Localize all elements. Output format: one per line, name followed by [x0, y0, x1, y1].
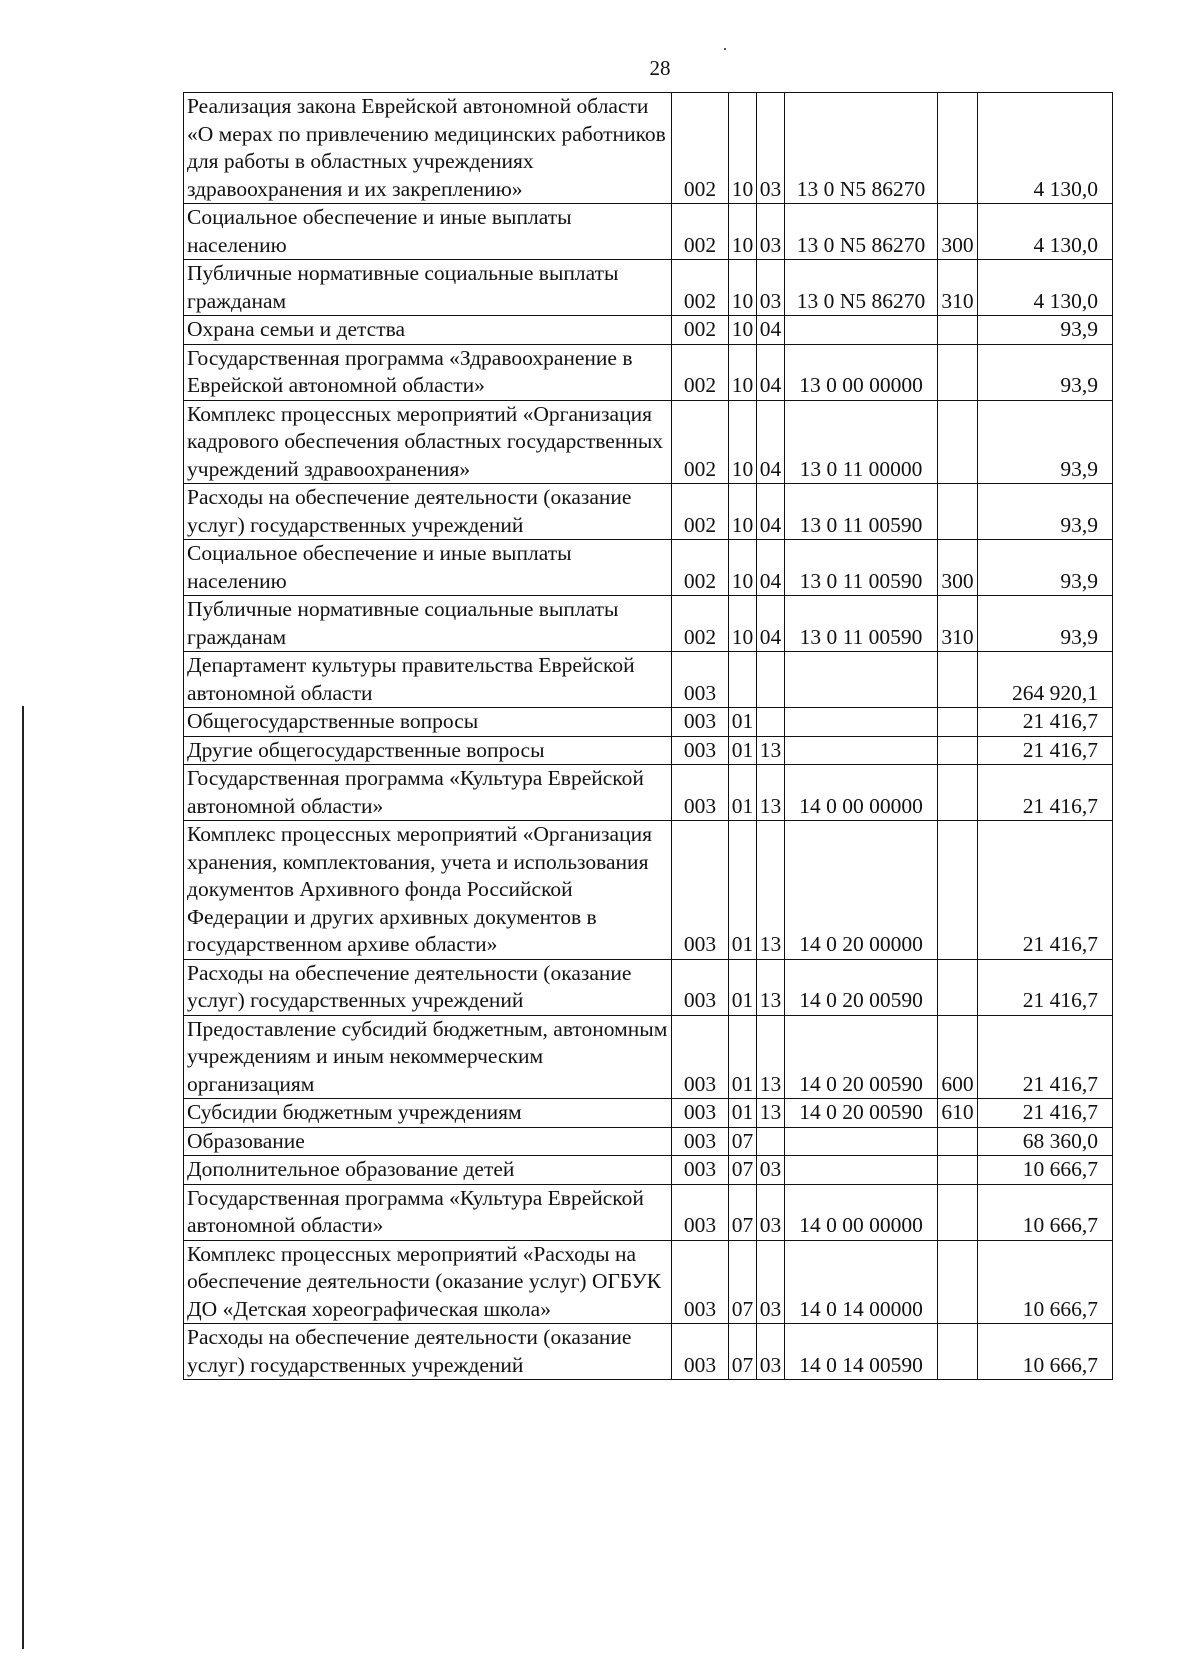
code-subsection: 04 — [757, 344, 785, 400]
amount: 4 130,0 — [978, 93, 1113, 204]
table-row — [184, 959, 1113, 1015]
code-section: 07 — [729, 1184, 757, 1240]
item-name: Социальное обеспечение и иные выплаты населению — [184, 204, 672, 260]
item-name: Расходы на обеспечение деятельности (оказание услуг) государственных учреждений — [184, 484, 672, 540]
code-expense-type — [938, 959, 978, 1015]
code-expense-type: 300 — [938, 540, 978, 596]
code-subsection: 04 — [757, 540, 785, 596]
code-target-article — [785, 708, 938, 737]
item-name: Образование — [184, 1127, 672, 1156]
scan-speck — [724, 48, 726, 50]
code-subsection: 03 — [757, 1156, 785, 1185]
item-name: Охрана семьи и детства — [184, 316, 672, 345]
code-section: 10 — [729, 484, 757, 540]
amount: 10 666,7 — [978, 1324, 1113, 1380]
item-name: Реализация закона Еврейской автономной области «О мерах по привлечению медицинских работников для работы в областных учреждениях здравоохранения и их закреплению» — [184, 93, 672, 204]
code-subsection: 03 — [757, 93, 785, 204]
code-expense-type — [938, 765, 978, 821]
code-target-article: 13 0 N5 86270 — [785, 260, 938, 316]
code-expense-type: 610 — [938, 1099, 978, 1128]
table-row — [184, 1240, 1113, 1324]
code-ved: 003 — [672, 652, 729, 708]
code-expense-type — [938, 400, 978, 484]
table-row — [184, 260, 1113, 316]
code-expense-type — [938, 344, 978, 400]
code-section — [729, 652, 757, 708]
item-name: Государственная программа «Культура Еврейской автономной области» — [184, 1184, 672, 1240]
code-expense-type — [938, 736, 978, 765]
amount: 93,9 — [978, 400, 1113, 484]
code-section: 10 — [729, 260, 757, 316]
code-ved: 002 — [672, 93, 729, 204]
item-name: Государственная программа «Культура Еврейской автономной области» — [184, 765, 672, 821]
item-name: Общегосударственные вопросы — [184, 708, 672, 737]
code-section: 10 — [729, 204, 757, 260]
code-expense-type — [938, 484, 978, 540]
item-name: Субсидии бюджетным учреждениям — [184, 1099, 672, 1128]
code-section: 10 — [729, 400, 757, 484]
amount: 93,9 — [978, 596, 1113, 652]
code-target-article: 13 0 11 00590 — [785, 540, 938, 596]
code-expense-type: 300 — [938, 204, 978, 260]
code-section: 01 — [729, 765, 757, 821]
item-name: Комплекс процессных мероприятий «Организация хранения, комплектования, учета и использования документов Архивного фонда Российской Федерации и других архивных документов в государственном архиве области» — [184, 821, 672, 960]
code-expense-type — [938, 1240, 978, 1324]
code-ved: 003 — [672, 959, 729, 1015]
code-expense-type — [938, 708, 978, 737]
code-subsection: 03 — [757, 1184, 785, 1240]
table-row — [184, 484, 1113, 540]
table-row — [184, 736, 1113, 765]
code-section: 01 — [729, 821, 757, 960]
code-ved: 003 — [672, 1324, 729, 1380]
code-subsection: 13 — [757, 736, 785, 765]
code-ved: 002 — [672, 540, 729, 596]
code-ved: 003 — [672, 736, 729, 765]
amount: 4 130,0 — [978, 260, 1113, 316]
table-row — [184, 596, 1113, 652]
code-expense-type: 600 — [938, 1015, 978, 1099]
code-subsection: 04 — [757, 400, 785, 484]
code-target-article: 13 0 00 00000 — [785, 344, 938, 400]
item-name: Предоставление субсидий бюджетным, автономным учреждениям и иным некоммерческим организациям — [184, 1015, 672, 1099]
code-ved: 002 — [672, 316, 729, 345]
code-expense-type — [938, 1127, 978, 1156]
code-ved: 002 — [672, 260, 729, 316]
code-target-article: 14 0 20 00590 — [785, 959, 938, 1015]
code-ved: 003 — [672, 1015, 729, 1099]
code-subsection: 04 — [757, 316, 785, 345]
code-ved: 002 — [672, 344, 729, 400]
code-ved: 003 — [672, 1240, 729, 1324]
code-ved: 002 — [672, 484, 729, 540]
code-subsection: 13 — [757, 821, 785, 960]
amount: 93,9 — [978, 540, 1113, 596]
code-ved: 003 — [672, 1184, 729, 1240]
code-expense-type — [938, 1324, 978, 1380]
table-row — [184, 765, 1113, 821]
item-name: Расходы на обеспечение деятельности (оказание услуг) государственных учреждений — [184, 959, 672, 1015]
amount: 68 360,0 — [978, 1127, 1113, 1156]
code-subsection — [757, 652, 785, 708]
table-row — [184, 1099, 1113, 1128]
code-expense-type — [938, 316, 978, 345]
amount: 21 416,7 — [978, 1099, 1113, 1128]
code-target-article — [785, 1127, 938, 1156]
page-number: 28 — [649, 56, 671, 80]
amount: 93,9 — [978, 484, 1113, 540]
code-expense-type: 310 — [938, 260, 978, 316]
code-section: 07 — [729, 1324, 757, 1380]
code-section: 07 — [729, 1240, 757, 1324]
budget-table-body — [184, 93, 1113, 1380]
code-ved: 002 — [672, 400, 729, 484]
code-target-article: 14 0 14 00590 — [785, 1324, 938, 1380]
item-name: Другие общегосударственные вопросы — [184, 736, 672, 765]
code-section: 10 — [729, 93, 757, 204]
amount: 93,9 — [978, 316, 1113, 345]
code-target-article — [785, 652, 938, 708]
code-expense-type: 310 — [938, 596, 978, 652]
amount: 10 666,7 — [978, 1156, 1113, 1185]
code-target-article: 13 0 11 00000 — [785, 400, 938, 484]
code-expense-type — [938, 821, 978, 960]
table-row — [184, 821, 1113, 960]
item-name: Комплекс процессных мероприятий «Организация кадрового обеспечения областных государственных учреждений здравоохранения» — [184, 400, 672, 484]
code-subsection: 13 — [757, 1015, 785, 1099]
code-section: 10 — [729, 316, 757, 345]
code-expense-type — [938, 1156, 978, 1185]
table-row — [184, 1127, 1113, 1156]
amount: 21 416,7 — [978, 708, 1113, 737]
code-expense-type — [938, 1184, 978, 1240]
amount: 21 416,7 — [978, 1015, 1113, 1099]
item-name: Дополнительное образование детей — [184, 1156, 672, 1185]
table-row — [184, 344, 1113, 400]
table-row — [184, 540, 1113, 596]
code-section: 07 — [729, 1156, 757, 1185]
code-section: 10 — [729, 540, 757, 596]
amount: 21 416,7 — [978, 959, 1113, 1015]
code-target-article — [785, 1156, 938, 1185]
table-row — [184, 400, 1113, 484]
code-ved: 003 — [672, 821, 729, 960]
table-row — [184, 93, 1113, 204]
item-name: Комплекс процессных мероприятий «Расходы на обеспечение деятельности (оказание услуг) ОГБУК ДО «Детская хореографическая школа» — [184, 1240, 672, 1324]
code-subsection: 03 — [757, 260, 785, 316]
table-row — [184, 1184, 1113, 1240]
code-section: 10 — [729, 596, 757, 652]
table-row — [184, 1156, 1113, 1185]
code-subsection: 04 — [757, 484, 785, 540]
item-name: Публичные нормативные социальные выплаты гражданам — [184, 596, 672, 652]
code-ved: 002 — [672, 204, 729, 260]
table-row — [184, 652, 1113, 708]
table-row — [184, 1324, 1113, 1380]
code-ved: 002 — [672, 596, 729, 652]
code-ved: 003 — [672, 765, 729, 821]
code-expense-type — [938, 93, 978, 204]
code-ved: 003 — [672, 708, 729, 737]
code-section: 01 — [729, 1015, 757, 1099]
code-section: 10 — [729, 344, 757, 400]
code-subsection: 04 — [757, 596, 785, 652]
amount: 21 416,7 — [978, 765, 1113, 821]
code-subsection: 13 — [757, 1099, 785, 1128]
code-ved: 003 — [672, 1156, 729, 1185]
code-target-article — [785, 736, 938, 765]
code-subsection: 13 — [757, 959, 785, 1015]
table-row — [184, 316, 1113, 345]
code-subsection: 03 — [757, 1240, 785, 1324]
table-row — [184, 708, 1113, 737]
code-target-article: 14 0 14 00000 — [785, 1240, 938, 1324]
code-subsection — [757, 708, 785, 737]
code-section: 07 — [729, 1127, 757, 1156]
code-target-article: 14 0 20 00590 — [785, 1099, 938, 1128]
amount: 4 130,0 — [978, 204, 1113, 260]
code-target-article: 14 0 20 00590 — [785, 1015, 938, 1099]
item-name: Государственная программа «Здравоохранение в Еврейской автономной области» — [184, 344, 672, 400]
budget-table — [183, 92, 1113, 1380]
amount: 93,9 — [978, 344, 1113, 400]
code-target-article: 13 0 11 00590 — [785, 484, 938, 540]
code-section: 01 — [729, 959, 757, 1015]
amount: 21 416,7 — [978, 821, 1113, 960]
code-section: 01 — [729, 736, 757, 765]
code-subsection: 13 — [757, 765, 785, 821]
code-expense-type — [938, 652, 978, 708]
code-target-article: 14 0 00 00000 — [785, 1184, 938, 1240]
code-subsection: 03 — [757, 204, 785, 260]
code-section: 01 — [729, 708, 757, 737]
code-target-article: 14 0 20 00000 — [785, 821, 938, 960]
table-row — [184, 204, 1113, 260]
code-ved: 003 — [672, 1099, 729, 1128]
code-subsection: 03 — [757, 1324, 785, 1380]
code-subsection — [757, 1127, 785, 1156]
item-name: Публичные нормативные социальные выплаты гражданам — [184, 260, 672, 316]
scan-margin-line — [22, 706, 24, 1649]
item-name: Департамент культуры правительства Еврейской автономной области — [184, 652, 672, 708]
code-section: 01 — [729, 1099, 757, 1128]
code-target-article: 13 0 N5 86270 — [785, 204, 938, 260]
amount: 10 666,7 — [978, 1240, 1113, 1324]
code-target-article: 13 0 11 00590 — [785, 596, 938, 652]
code-ved: 003 — [672, 1127, 729, 1156]
amount: 264 920,1 — [978, 652, 1113, 708]
code-target-article — [785, 316, 938, 345]
code-target-article: 13 0 N5 86270 — [785, 93, 938, 204]
item-name: Расходы на обеспечение деятельности (оказание услуг) государственных учреждений — [184, 1324, 672, 1380]
item-name: Социальное обеспечение и иные выплаты населению — [184, 540, 672, 596]
amount: 21 416,7 — [978, 736, 1113, 765]
code-target-article: 14 0 00 00000 — [785, 765, 938, 821]
table-row — [184, 1015, 1113, 1099]
amount: 10 666,7 — [978, 1184, 1113, 1240]
